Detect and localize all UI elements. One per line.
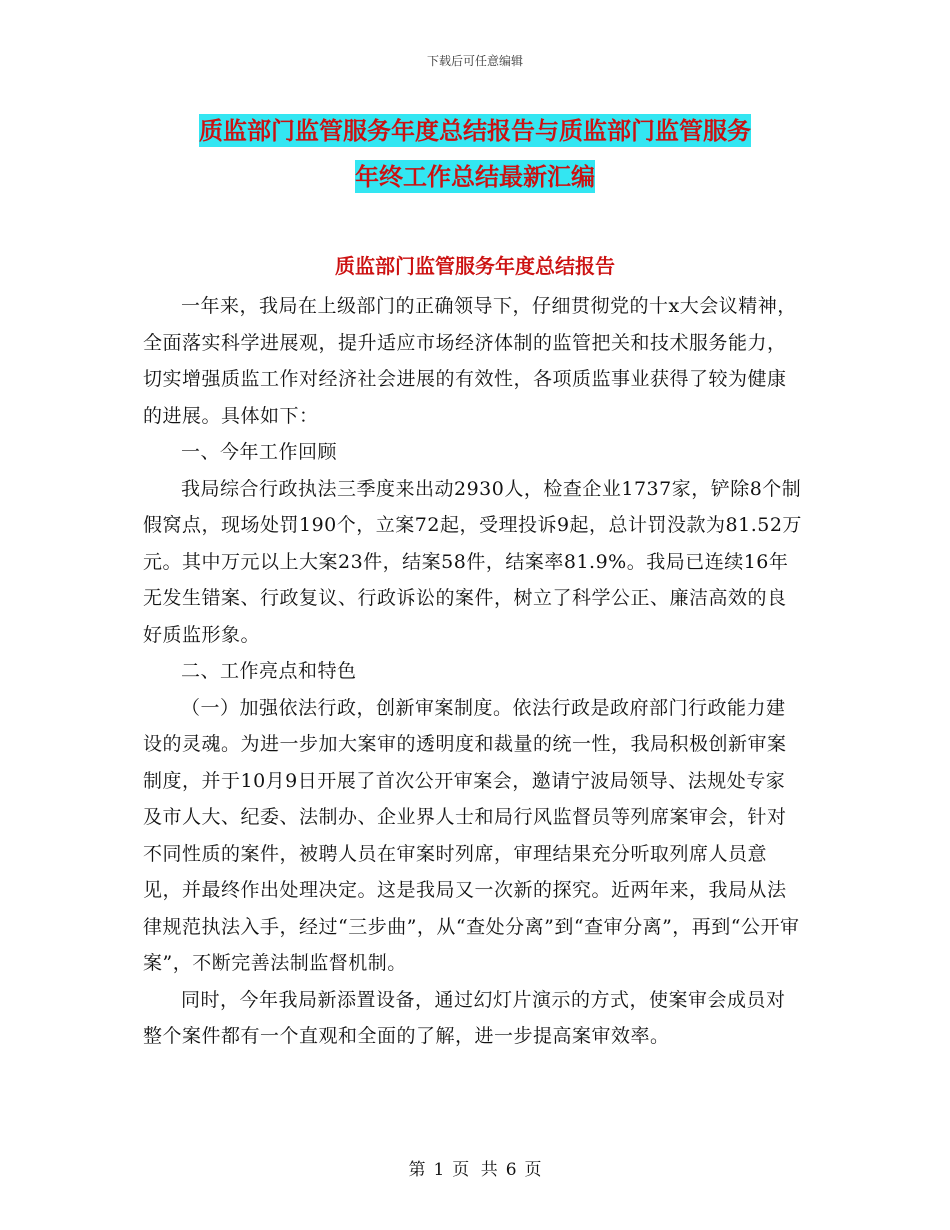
- page-footer: [0, 1155, 950, 1180]
- heading-highlights: 二、工作亮点和特色: [181, 660, 357, 682]
- footer-suffix: 页: [524, 1160, 542, 1180]
- title-line-1: 质监部门监管服务年度总结报告与质监部门监管服务: [199, 116, 751, 145]
- footer-mid: 页 共: [452, 1160, 498, 1180]
- heading-review: 一、今年工作回顾: [181, 441, 338, 463]
- footer-current-page: 1: [433, 1160, 445, 1180]
- footer-prefix: 第: [408, 1160, 426, 1180]
- paragraph-review: 我局综合行政执法三季度来出动2930人，检查企业1737家，铲除8个制假窝点，现场处罚190个，立案72起，受理投诉9起，总计罚没款为81.52万元。其中万元以上大案23件，结案58件，结案率81.9%。我局已连续16年无发生错案、行政复议、行政诉讼的案件，树立了科学公正、廉洁高效的良好质监形象。: [143, 477, 802, 646]
- title-line-2: 年终工作总结最新汇编: [355, 162, 595, 191]
- paragraph-intro: 一年来，我局在上级部门的正确领导下，仔细贯彻党的十x大会议精神，全面落实科学进展观，提升适应市场经济体制的监管把关和技术服务能力，切实增强质监工作对经济社会进展的有效性，各项质监事业获得了较为健康的进展。具体如下：: [143, 295, 797, 427]
- header-note: 下载后可任意编辑: [426, 54, 523, 68]
- paragraph-highlight-2: 同时，今年我局新添置设备，通过幻灯片演示的方式，使案审会成员对整个案件都有一个直观和全面的了解，进一步提高案审效率。: [143, 988, 786, 1047]
- body-text: [143, 288, 803, 1055]
- section-title: 质监部门监管服务年度总结报告: [335, 254, 615, 278]
- footer-total-pages: 6: [505, 1160, 517, 1180]
- document-title: [120, 108, 830, 200]
- paragraph-highlight-1: （一）加强依法行政，创新审案制度。依法行政是政府部门行政能力建设的灵魂。为进一步加大案审的透明度和裁量的统一性，我局积极创新审案制度，并于10月9日开展了首次公开审案会，邀请宁波局领导、法规处专家及市人大、纪委、法制办、企业界人士和局行风监督员等列席案审会，针对不同性质的案件，被聘人员在审案时列席，审理结果充分听取列席人员意见，并最终作出处理决定。这是我局又一次新的探究。近两年来，我局从法律规范执法入手，经过“三步曲”，从“查处分离”到“查审分离”，再到“公开审案”，不断完善法制监督机制。: [143, 696, 800, 974]
